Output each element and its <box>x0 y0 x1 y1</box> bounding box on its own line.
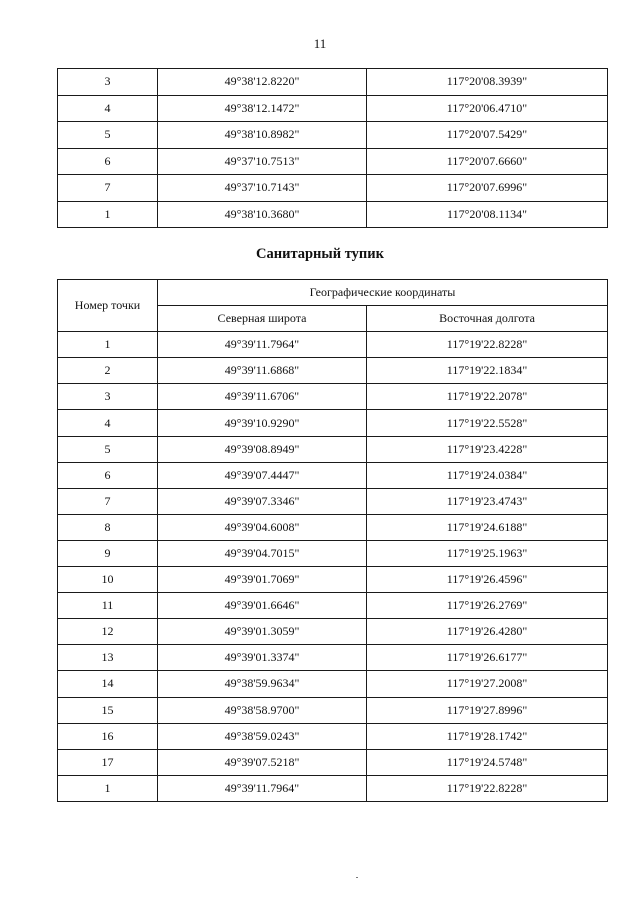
latitude-cell: 49°38'59.0243" <box>158 723 367 749</box>
latitude-cell: 49°38'10.8982" <box>158 122 367 149</box>
point-number-cell: 7 <box>58 488 158 514</box>
latitude-cell: 49°39'11.6706" <box>158 384 367 410</box>
longitude-cell: 117°20'07.5429" <box>367 122 608 149</box>
point-number-cell: 6 <box>58 462 158 488</box>
longitude-cell: 117°19'26.4596" <box>367 567 608 593</box>
latitude-cell: 49°39'04.6008" <box>158 514 367 540</box>
longitude-cell: 117°20'06.4710" <box>367 95 608 122</box>
longitude-cell: 117°19'27.2008" <box>367 671 608 697</box>
longitude-cell: 117°20'08.1134" <box>367 201 608 228</box>
longitude-cell: 117°19'26.2769" <box>367 593 608 619</box>
point-number-cell: 5 <box>58 122 158 149</box>
latitude-cell: 49°39'07.4447" <box>158 462 367 488</box>
table-row <box>58 69 608 96</box>
latitude-cell: 49°39'11.7964" <box>158 775 367 801</box>
table-row <box>58 540 608 566</box>
longitude-cell: 117°19'23.4743" <box>367 488 608 514</box>
latitude-cell: 49°39'11.6868" <box>158 358 367 384</box>
table-body <box>58 69 608 228</box>
table-row <box>58 723 608 749</box>
header-geographic-coordinates: Географические координаты <box>158 280 608 306</box>
longitude-cell: 117°19'22.2078" <box>367 384 608 410</box>
latitude-cell: 49°38'12.8220" <box>158 69 367 96</box>
point-number-cell: 16 <box>58 723 158 749</box>
point-number-cell: 15 <box>58 697 158 723</box>
scan-speck <box>356 877 358 878</box>
latitude-cell: 49°38'12.1472" <box>158 95 367 122</box>
latitude-cell: 49°39'04.7015" <box>158 540 367 566</box>
point-number-cell: 2 <box>58 358 158 384</box>
point-number-cell: 8 <box>58 514 158 540</box>
table-body <box>58 332 608 802</box>
table-row <box>58 462 608 488</box>
table-row <box>58 175 608 202</box>
table-row <box>58 410 608 436</box>
longitude-cell: 117°19'24.0384" <box>367 462 608 488</box>
latitude-cell: 49°39'10.9290" <box>158 410 367 436</box>
latitude-cell: 49°39'07.3346" <box>158 488 367 514</box>
longitude-cell: 117°19'26.4280" <box>367 619 608 645</box>
latitude-cell: 49°39'07.5218" <box>158 749 367 775</box>
point-number-cell: 12 <box>58 619 158 645</box>
table-row <box>58 697 608 723</box>
point-number-cell: 1 <box>58 201 158 228</box>
point-number-cell: 11 <box>58 593 158 619</box>
latitude-cell: 49°38'59.9634" <box>158 671 367 697</box>
longitude-cell: 117°19'22.5528" <box>367 410 608 436</box>
point-number-cell: 4 <box>58 410 158 436</box>
point-number-cell: 6 <box>58 148 158 175</box>
longitude-cell: 117°19'26.6177" <box>367 645 608 671</box>
coordinates-table-continued <box>57 68 608 228</box>
table-row <box>58 358 608 384</box>
table-header <box>58 280 608 332</box>
table-row <box>58 488 608 514</box>
latitude-cell: 49°39'08.8949" <box>158 436 367 462</box>
latitude-cell: 49°39'11.7964" <box>158 332 367 358</box>
table-row <box>58 384 608 410</box>
sanitary-siding-coordinates-table <box>57 279 608 802</box>
header-point-number: Номер точки <box>58 280 158 332</box>
table-row <box>58 95 608 122</box>
point-number-cell: 14 <box>58 671 158 697</box>
table-row <box>58 775 608 801</box>
longitude-cell: 117°19'24.5748" <box>367 749 608 775</box>
longitude-cell: 117°19'22.1834" <box>367 358 608 384</box>
longitude-cell: 117°19'23.4228" <box>367 436 608 462</box>
table-row <box>58 645 608 671</box>
page-number: 11 <box>313 36 327 51</box>
table-row <box>58 122 608 149</box>
section-title: Санитарный тупик <box>256 246 384 262</box>
point-number-cell: 5 <box>58 436 158 462</box>
longitude-cell: 117°19'27.8996" <box>367 697 608 723</box>
table-row <box>58 148 608 175</box>
table-row <box>58 567 608 593</box>
latitude-cell: 49°39'01.3374" <box>158 645 367 671</box>
point-number-cell: 1 <box>58 775 158 801</box>
latitude-cell: 49°39'01.3059" <box>158 619 367 645</box>
table-row <box>58 332 608 358</box>
longitude-cell: 117°20'07.6996" <box>367 175 608 202</box>
point-number-cell: 3 <box>58 69 158 96</box>
longitude-cell: 117°19'25.1963" <box>367 540 608 566</box>
point-number-cell: 10 <box>58 567 158 593</box>
table-row <box>58 671 608 697</box>
longitude-cell: 117°19'24.6188" <box>367 514 608 540</box>
longitude-cell: 117°19'28.1742" <box>367 723 608 749</box>
latitude-cell: 49°39'01.6646" <box>158 593 367 619</box>
longitude-cell: 117°20'08.3939" <box>367 69 608 96</box>
header-north-latitude: Северная широта <box>158 306 367 332</box>
header-east-longitude: Восточная долгота <box>367 306 608 332</box>
longitude-cell: 117°19'22.8228" <box>367 775 608 801</box>
table-row <box>58 749 608 775</box>
point-number-cell: 4 <box>58 95 158 122</box>
point-number-cell: 7 <box>58 175 158 202</box>
point-number-cell: 9 <box>58 540 158 566</box>
table-row <box>58 514 608 540</box>
table-row <box>58 593 608 619</box>
point-number-cell: 13 <box>58 645 158 671</box>
table-row <box>58 619 608 645</box>
point-number-cell: 3 <box>58 384 158 410</box>
latitude-cell: 49°37'10.7513" <box>158 148 367 175</box>
longitude-cell: 117°20'07.6660" <box>367 148 608 175</box>
table-row <box>58 201 608 228</box>
point-number-cell: 1 <box>58 332 158 358</box>
table-row <box>58 436 608 462</box>
longitude-cell: 117°19'22.8228" <box>367 332 608 358</box>
latitude-cell: 49°38'10.3680" <box>158 201 367 228</box>
latitude-cell: 49°39'01.7069" <box>158 567 367 593</box>
latitude-cell: 49°37'10.7143" <box>158 175 367 202</box>
point-number-cell: 17 <box>58 749 158 775</box>
latitude-cell: 49°38'58.9700" <box>158 697 367 723</box>
